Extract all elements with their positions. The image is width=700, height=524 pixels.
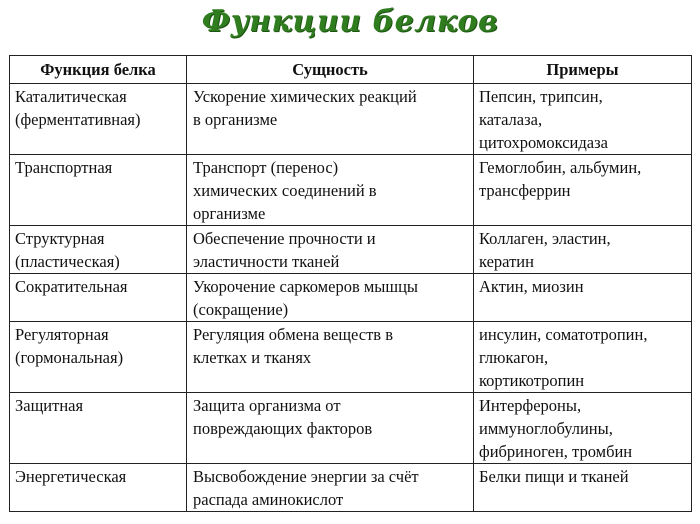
cell-line: Регуляция обмена веществ в	[193, 325, 393, 344]
cell-line: (пластическая)	[15, 252, 120, 271]
cell-line: эластичности тканей	[193, 252, 340, 271]
cell-line: Ускорение химических реакций	[193, 87, 417, 106]
cell-line: Каталитическая	[15, 87, 127, 106]
cell-line: Интерфероны,	[479, 396, 582, 415]
cell-line: фибриноген, тромбин	[479, 442, 633, 461]
cell-line: (гормональная)	[15, 348, 124, 367]
header-essence: Сущность	[187, 56, 474, 84]
cell-function	[10, 84, 187, 155]
cell-line: кератин	[479, 252, 534, 271]
cell-line: кортикотропин	[479, 371, 585, 390]
cell-examples	[474, 84, 692, 155]
table-row	[10, 464, 692, 512]
cell-line: Транспорт (перенос)	[193, 158, 339, 177]
cell-essence	[187, 274, 474, 322]
header-examples: Примеры	[474, 56, 692, 84]
cell-line: Транспортная	[15, 158, 113, 177]
cell-examples	[474, 464, 692, 512]
cell-line: Регуляторная	[15, 325, 109, 344]
cell-function	[10, 393, 187, 464]
cell-line: Защитная	[15, 396, 84, 415]
table-header-row	[10, 56, 692, 84]
cell-examples	[474, 274, 692, 322]
cell-line: Актин, миозин	[479, 277, 584, 296]
cell-essence	[187, 393, 474, 464]
cell-line: повреждающих факторов	[193, 419, 373, 438]
cell-line: иммуноглобулины,	[479, 419, 613, 438]
cell-line: Белки пищи и тканей	[479, 467, 629, 486]
cell-line: Структурная	[15, 229, 105, 248]
cell-line: Обеспечение прочности и	[193, 229, 376, 248]
cell-line: Гемоглобин, альбумин,	[479, 158, 642, 177]
table-row	[10, 155, 692, 226]
table-row	[10, 226, 692, 274]
cell-function	[10, 226, 187, 274]
cell-line: инсулин, соматотропин,	[479, 325, 648, 344]
cell-function	[10, 155, 187, 226]
cell-line: Высвобождение энергии за счёт	[193, 467, 419, 486]
page-title: Функции белков	[201, 4, 499, 39]
cell-line: клетках и тканях	[193, 348, 312, 367]
cell-line: (сокращение)	[193, 300, 289, 319]
cell-essence	[187, 84, 474, 155]
cell-line: в организме	[193, 110, 278, 129]
cell-function	[10, 464, 187, 512]
cell-line: каталаза,	[479, 110, 543, 129]
cell-examples	[474, 226, 692, 274]
cell-essence	[187, 464, 474, 512]
cell-function	[10, 322, 187, 393]
protein-functions-table	[9, 55, 692, 512]
cell-line: химических соединений в	[193, 181, 377, 200]
table-row	[10, 322, 692, 393]
cell-line: Энергетическая	[15, 467, 127, 486]
cell-line: (ферментативная)	[15, 110, 141, 129]
cell-line: распада аминокислот	[193, 490, 344, 509]
cell-essence	[187, 155, 474, 226]
cell-line: Укорочение саркомеров мышцы	[193, 277, 419, 296]
cell-line: глюкагон,	[479, 348, 549, 367]
cell-examples	[474, 393, 692, 464]
cell-line: Коллаген, эластин,	[479, 229, 611, 248]
cell-line: Сократительная	[15, 277, 128, 296]
cell-line: Защита организма от	[193, 396, 341, 415]
cell-essence	[187, 226, 474, 274]
cell-examples	[474, 322, 692, 393]
cell-essence	[187, 322, 474, 393]
cell-line: трансферрин	[479, 181, 571, 200]
cell-examples	[474, 155, 692, 226]
cell-line: цитохромоксидаза	[479, 133, 608, 152]
cell-line: организме	[193, 204, 266, 223]
table-row	[10, 393, 692, 464]
header-function: Функция белка	[10, 56, 187, 84]
table-row	[10, 84, 692, 155]
table-row	[10, 274, 692, 322]
cell-function	[10, 274, 187, 322]
cell-line: Пепсин, трипсин,	[479, 87, 603, 106]
